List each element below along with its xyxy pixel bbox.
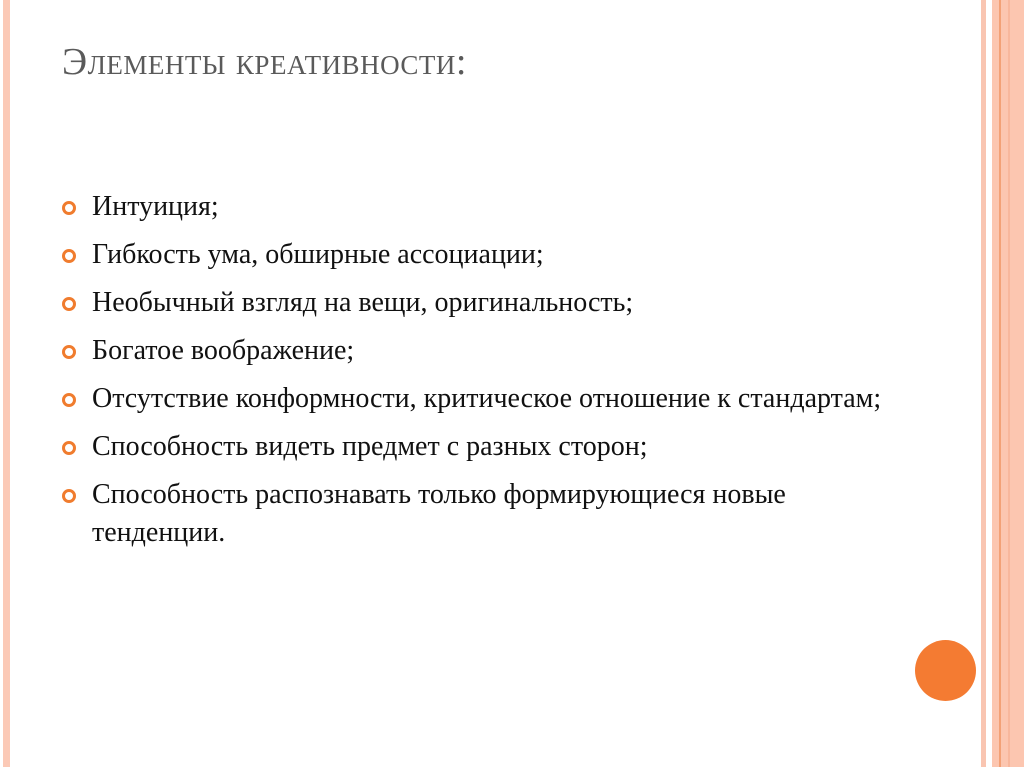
list-item [62, 236, 902, 274]
circle-bullet-icon [62, 489, 76, 503]
left-border-stripe [3, 0, 10, 767]
circle-bullet-icon [62, 249, 76, 263]
list-item-text: Необычный взгляд на вещи, оригинальность; [92, 287, 634, 318]
list-item-text: Отсутствие конформности, критическое отношение к стандартам; [92, 383, 882, 414]
circle-bullet-icon [62, 441, 76, 455]
right-border-line [1008, 0, 1010, 767]
list-item [62, 428, 902, 466]
list-item [62, 476, 902, 552]
right-border-line [999, 0, 1001, 767]
list-item-text: Способность распознавать только формирующиеся новые тенденции. [92, 479, 786, 548]
list-item [62, 332, 902, 370]
right-border-stripe [981, 0, 986, 767]
list-item-text: Интуиция; [92, 191, 219, 222]
slide-title: Элементы креативности: [62, 41, 467, 83]
list-item-text: Гибкость ума, обширные ассоциации; [92, 239, 544, 270]
list-item-text: Богатое воображение; [92, 335, 355, 366]
list-item-text: Способность видеть предмет с разных сторон; [92, 431, 648, 462]
decorative-circle-icon [915, 640, 976, 701]
list-item [62, 284, 902, 322]
circle-bullet-icon [62, 201, 76, 215]
circle-bullet-icon [62, 393, 76, 407]
list-item [62, 380, 902, 418]
list-item [62, 188, 902, 226]
bullet-list [62, 188, 902, 562]
circle-bullet-icon [62, 297, 76, 311]
circle-bullet-icon [62, 345, 76, 359]
